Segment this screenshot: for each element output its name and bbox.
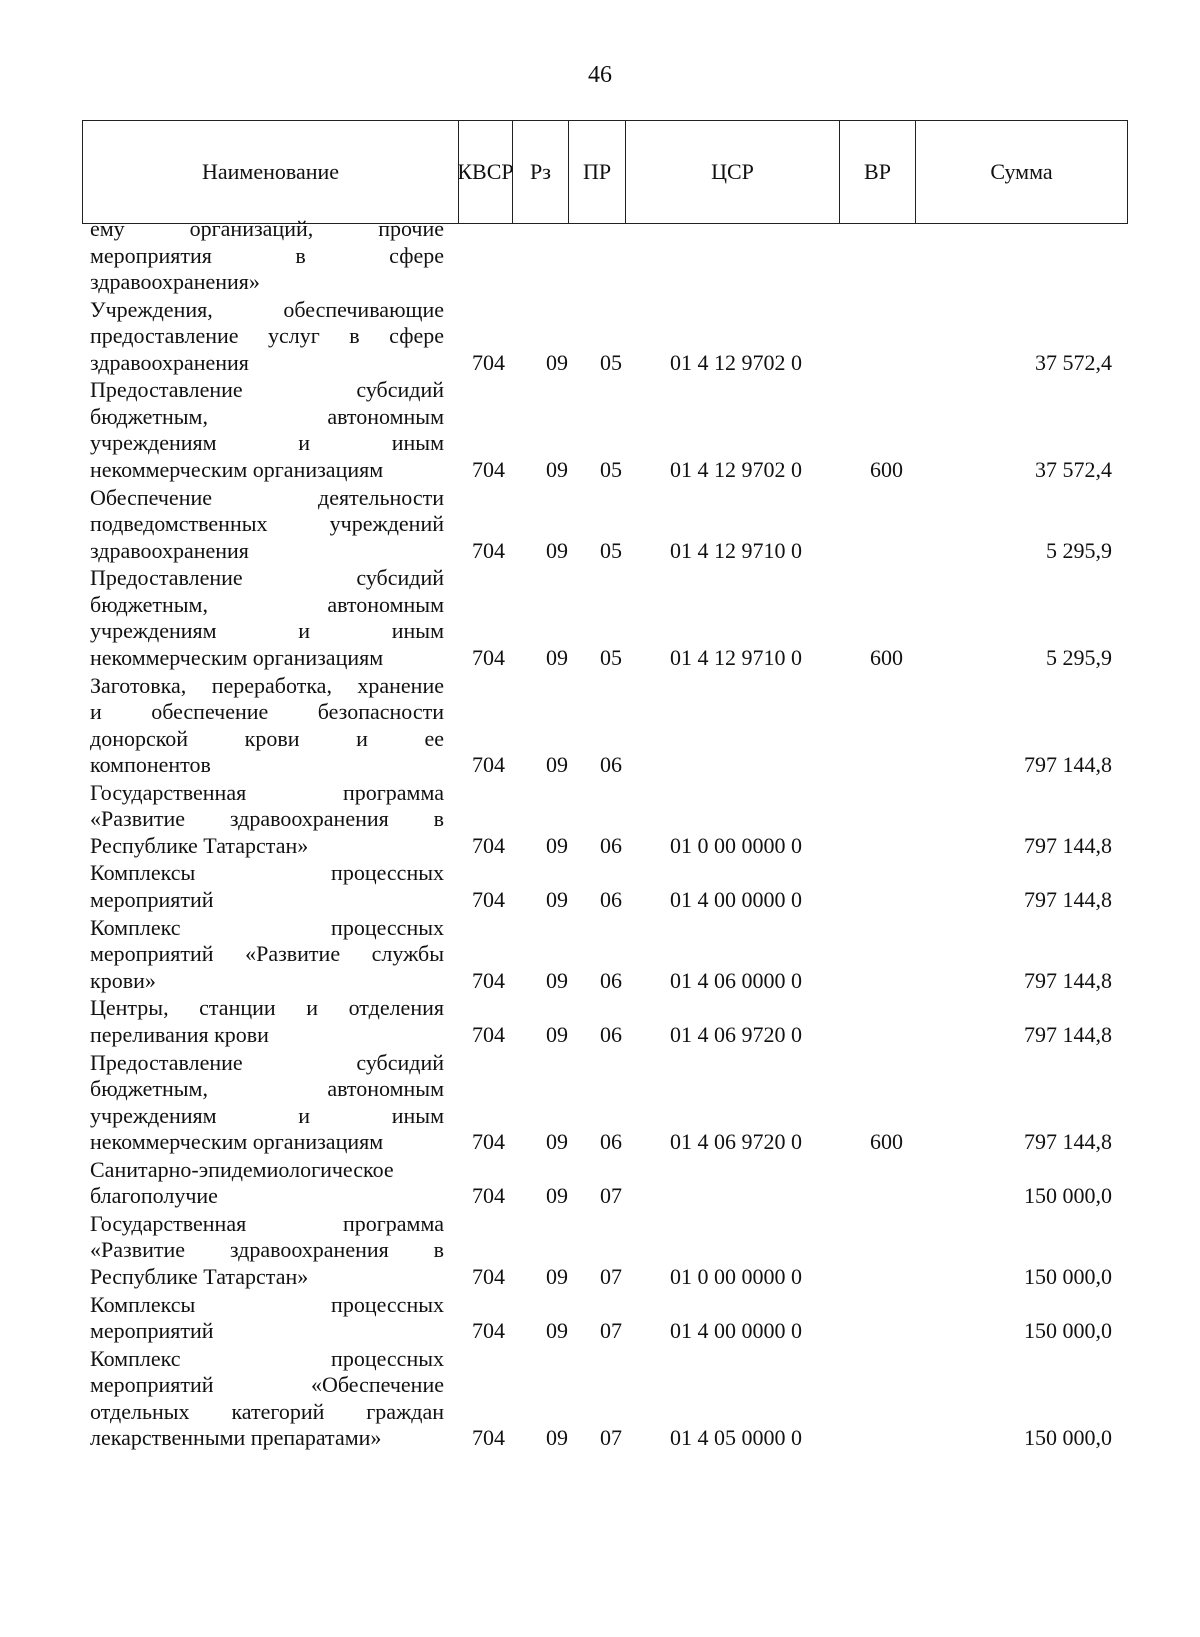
row-name-line: переливания крови: [90, 1021, 269, 1047]
row-name-line: здравоохранения»: [90, 269, 260, 294]
row-name-line: мероприятий «Обеспечение: [90, 1372, 444, 1398]
row-name-line: учреждениям и иным: [90, 430, 444, 456]
row-name-line: здравоохранения: [90, 537, 249, 563]
row-name: [90, 216, 444, 296]
row-name-line: бюджетным, автономным: [90, 591, 444, 617]
row-name: [90, 1292, 444, 1345]
row-name: [90, 995, 444, 1048]
row-rz: 09: [546, 537, 568, 563]
row-vr: 600: [870, 456, 903, 482]
row-name-line: учреждениям и иным: [90, 1102, 444, 1128]
row-rz: 09: [546, 1183, 568, 1209]
row-pr: 05: [600, 456, 622, 482]
row-sum: 797 144,8: [1024, 886, 1112, 912]
row-name: [90, 377, 444, 483]
row-name-line: Предоставление субсидий: [90, 377, 444, 403]
row-pr: 07: [600, 1263, 622, 1289]
row-kvsr: 704: [472, 644, 505, 670]
row-name-line: ему организаций, прочие: [90, 216, 444, 241]
row-name-line: Комплексы процессных: [90, 1291, 444, 1317]
row-name-line: крови»: [90, 967, 156, 993]
row-kvsr: 704: [472, 832, 505, 858]
row-csr: 01 4 12 9710 0: [670, 537, 802, 563]
row-kvsr: 704: [472, 1425, 505, 1451]
header-sum: Сумма: [990, 159, 1053, 184]
row-name: [90, 1211, 444, 1291]
row-sum: 37 572,4: [1035, 349, 1112, 375]
row-name-line: Государственная программа: [90, 1210, 444, 1236]
row-name-line: Обеспечение деятельности: [90, 484, 444, 510]
row-name-line: Республике Татарстан»: [90, 1263, 309, 1289]
row-name-line: Государственная программа: [90, 779, 444, 805]
header-pr: ПР: [569, 121, 626, 223]
row-sum: 150 000,0: [1024, 1318, 1112, 1344]
row-kvsr: 704: [472, 1263, 505, 1289]
row-name-line: некоммерческим организациям: [90, 644, 384, 670]
row-name-line: Центры, станции и отделения: [90, 995, 444, 1021]
row-name: [90, 780, 444, 860]
row-csr: 01 4 06 9720 0: [670, 1129, 802, 1154]
row-csr: 01 4 06 0000 0: [670, 967, 802, 993]
row-sum: 797 144,8: [1024, 1129, 1112, 1154]
row-rz: 09: [546, 1425, 568, 1451]
row-name: [90, 485, 444, 565]
row-pr: 06: [600, 752, 622, 777]
row-name-line: «Развитие здравоохранения в: [90, 1237, 444, 1263]
row-pr: 06: [600, 832, 622, 858]
header-csr: ЦСР: [626, 121, 840, 223]
row-kvsr: 704: [472, 1021, 505, 1047]
row-name-line: некоммерческим организациям: [90, 1129, 384, 1154]
row-pr: 06: [600, 886, 622, 912]
row-rz: 09: [546, 349, 568, 375]
row-name-line: Заготовка, переработка, хранение: [90, 672, 444, 698]
row-name-line: и обеспечение безопасности: [90, 699, 444, 724]
row-csr: 01 4 00 0000 0: [670, 1318, 802, 1344]
row-name: [90, 1050, 444, 1156]
row-rz: 09: [546, 886, 568, 912]
row-sum: 5 295,9: [1046, 644, 1112, 670]
row-kvsr: 704: [472, 752, 505, 777]
row-kvsr: 704: [472, 967, 505, 993]
row-name-line: мероприятий «Развитие службы: [90, 941, 444, 967]
row-name-line: благополучие: [90, 1183, 218, 1209]
row-name-line: Предоставление субсидий: [90, 565, 444, 591]
row-kvsr: 704: [472, 349, 505, 375]
header-kvsr: КВСР: [459, 121, 513, 223]
row-name-line: бюджетным, автономным: [90, 403, 444, 429]
row-name-line: подведомственных учреждений: [90, 511, 444, 537]
row-name-line: учреждениям и иным: [90, 618, 444, 644]
row-sum: 150 000,0: [1024, 1425, 1112, 1451]
header-rz: Рз: [513, 121, 569, 223]
row-csr: 01 4 05 0000 0: [670, 1425, 802, 1451]
row-name: [90, 673, 444, 779]
row-name-line: мероприятий: [90, 886, 214, 912]
row-name-line: Республике Татарстан»: [90, 832, 309, 858]
row-name-line: Комплекс процессных: [90, 1345, 444, 1371]
page-number: 46: [588, 62, 612, 88]
row-pr: 06: [600, 967, 622, 993]
row-pr: 06: [600, 1021, 622, 1047]
row-csr: 01 4 12 9702 0: [670, 456, 802, 482]
row-csr: 01 4 06 9720 0: [670, 1021, 802, 1047]
row-sum: 797 144,8: [1024, 752, 1112, 777]
row-sum: 37 572,4: [1035, 456, 1112, 482]
row-rz: 09: [546, 1129, 568, 1154]
row-rz: 09: [546, 832, 568, 858]
row-rz: 09: [546, 1318, 568, 1344]
row-sum: 5 295,9: [1046, 537, 1112, 563]
row-rz: 09: [546, 752, 568, 777]
row-name-line: Учреждения, обеспечивающие: [90, 296, 444, 322]
row-csr: 01 0 00 0000 0: [670, 832, 802, 858]
row-name-line: компонентов: [90, 752, 211, 777]
row-name-line: Санитарно-эпидемиологическое: [90, 1156, 394, 1182]
row-kvsr: 704: [472, 456, 505, 482]
row-name: [90, 915, 444, 995]
row-sum: 150 000,0: [1024, 1263, 1112, 1289]
row-name-line: бюджетным, автономным: [90, 1076, 444, 1101]
row-name-line: лекарственными препаратами»: [90, 1425, 382, 1451]
row-csr: 01 4 00 0000 0: [670, 886, 802, 912]
row-name-line: здравоохранения: [90, 349, 249, 375]
row-name-line: предоставление услуг в сфере: [90, 323, 444, 349]
row-name-line: Комплексы процессных: [90, 860, 444, 886]
row-pr: 07: [600, 1318, 622, 1344]
header-vr: ВР: [840, 121, 916, 223]
row-csr: 01 0 00 0000 0: [670, 1263, 802, 1289]
row-name: [90, 565, 444, 671]
row-name-line: донорской крови и ее: [90, 725, 444, 751]
row-pr: 05: [600, 537, 622, 563]
row-pr: 06: [600, 1129, 622, 1154]
row-kvsr: 704: [472, 1183, 505, 1209]
row-vr: 600: [870, 644, 903, 670]
row-kvsr: 704: [472, 1129, 505, 1154]
row-kvsr: 704: [472, 1318, 505, 1344]
row-name-line: Предоставление субсидий: [90, 1049, 444, 1075]
row-csr: 01 4 12 9702 0: [670, 349, 802, 375]
row-kvsr: 704: [472, 886, 505, 912]
row-name-line: мероприятий: [90, 1318, 214, 1344]
row-name-line: Комплекс процессных: [90, 914, 444, 940]
row-vr: 600: [870, 1129, 903, 1154]
row-pr: 05: [600, 349, 622, 375]
row-name-line: отдельных категорий граждан: [90, 1398, 444, 1424]
table-header: [82, 120, 1128, 224]
row-rz: 09: [546, 967, 568, 993]
row-name-line: некоммерческим организациям: [90, 456, 384, 482]
row-csr: 01 4 12 9710 0: [670, 644, 802, 670]
row-rz: 09: [546, 1263, 568, 1289]
header-name: Наименование: [83, 121, 459, 223]
row-sum: 797 144,8: [1024, 967, 1112, 993]
row-name: [90, 1157, 444, 1210]
row-rz: 09: [546, 456, 568, 482]
row-name-line: «Развитие здравоохранения в: [90, 806, 444, 832]
row-pr: 07: [600, 1183, 622, 1209]
row-pr: 07: [600, 1425, 622, 1451]
row-name: [90, 1346, 444, 1452]
row-sum: 797 144,8: [1024, 1021, 1112, 1047]
row-rz: 09: [546, 1021, 568, 1047]
row-sum: 150 000,0: [1024, 1183, 1112, 1209]
row-sum: 797 144,8: [1024, 832, 1112, 858]
row-name: [90, 297, 444, 377]
row-rz: 09: [546, 644, 568, 670]
row-name-line: мероприятия в сфере: [90, 242, 444, 268]
row-kvsr: 704: [472, 537, 505, 563]
row-name: [90, 860, 444, 913]
row-pr: 05: [600, 644, 622, 670]
